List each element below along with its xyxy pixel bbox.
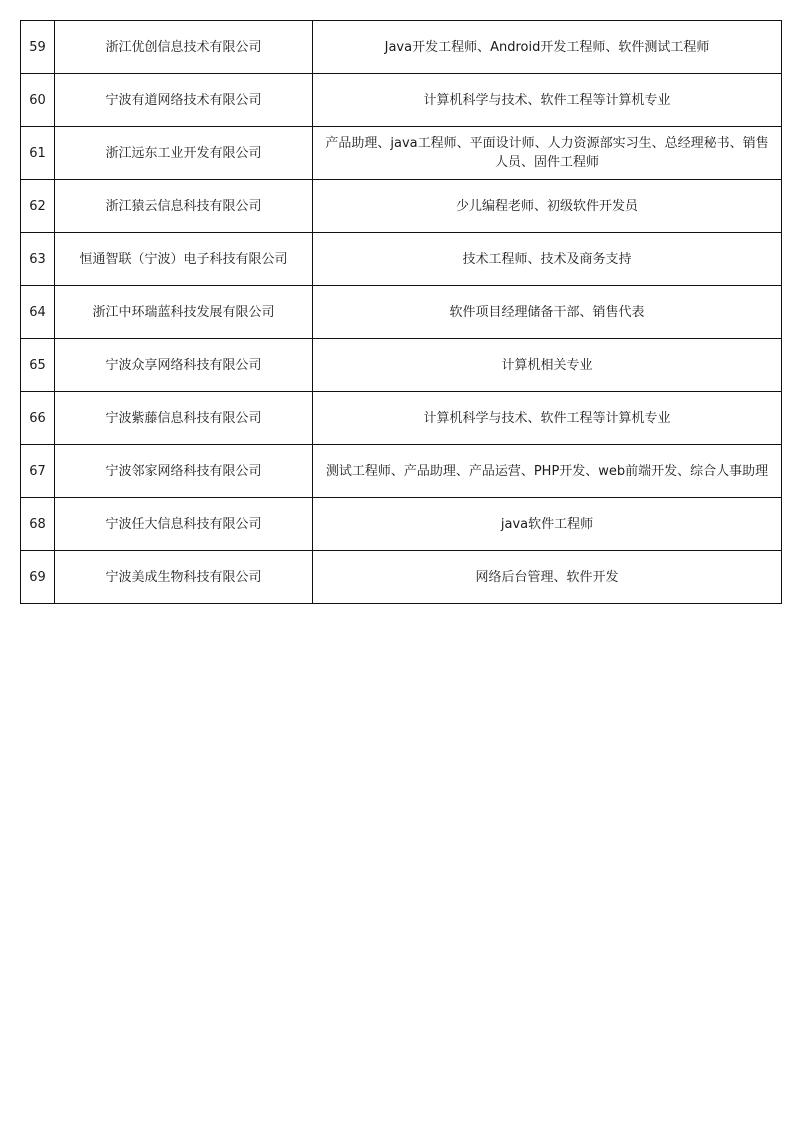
row-number: 69 bbox=[21, 551, 55, 604]
row-number: 60 bbox=[21, 74, 55, 127]
job-positions: 少儿编程老师、初级软件开发员 bbox=[313, 180, 782, 233]
table-row bbox=[21, 339, 782, 392]
table-row bbox=[21, 74, 782, 127]
table-row bbox=[21, 498, 782, 551]
company-name: 宁波众享网络科技有限公司 bbox=[55, 339, 313, 392]
job-positions: 计算机科学与技术、软件工程等计算机专业 bbox=[313, 74, 782, 127]
row-number: 62 bbox=[21, 180, 55, 233]
table-row bbox=[21, 286, 782, 339]
table-row bbox=[21, 180, 782, 233]
table-row bbox=[21, 233, 782, 286]
company-name: 宁波邻家网络科技有限公司 bbox=[55, 445, 313, 498]
job-positions: 产品助理、java工程师、平面设计师、人力资源部实习生、总经理秘书、销售人员、固件工程师 bbox=[313, 127, 782, 180]
company-name: 浙江优创信息技术有限公司 bbox=[55, 21, 313, 74]
job-positions: 网络后台管理、软件开发 bbox=[313, 551, 782, 604]
row-number: 64 bbox=[21, 286, 55, 339]
company-name: 浙江猿云信息科技有限公司 bbox=[55, 180, 313, 233]
company-name: 宁波紫藤信息科技有限公司 bbox=[55, 392, 313, 445]
company-name: 浙江中环瑞蓝科技发展有限公司 bbox=[55, 286, 313, 339]
table-row bbox=[21, 127, 782, 180]
company-name: 浙江远东工业开发有限公司 bbox=[55, 127, 313, 180]
table-row bbox=[21, 445, 782, 498]
table-row bbox=[21, 21, 782, 74]
row-number: 66 bbox=[21, 392, 55, 445]
company-name: 宁波任大信息科技有限公司 bbox=[55, 498, 313, 551]
row-number: 65 bbox=[21, 339, 55, 392]
job-positions: 技术工程师、技术及商务支持 bbox=[313, 233, 782, 286]
job-positions: 计算机相关专业 bbox=[313, 339, 782, 392]
row-number: 59 bbox=[21, 21, 55, 74]
table-row bbox=[21, 392, 782, 445]
job-positions: 软件项目经理储备干部、销售代表 bbox=[313, 286, 782, 339]
company-name: 恒通智联（宁波）电子科技有限公司 bbox=[55, 233, 313, 286]
job-positions: 计算机科学与技术、软件工程等计算机专业 bbox=[313, 392, 782, 445]
job-positions: Java开发工程师、Android开发工程师、软件测试工程师 bbox=[313, 21, 782, 74]
row-number: 68 bbox=[21, 498, 55, 551]
row-number: 61 bbox=[21, 127, 55, 180]
table-row bbox=[21, 551, 782, 604]
company-positions-table bbox=[20, 20, 782, 604]
job-positions: 测试工程师、产品助理、产品运营、PHP开发、web前端开发、综合人事助理 bbox=[313, 445, 782, 498]
company-name: 宁波美成生物科技有限公司 bbox=[55, 551, 313, 604]
company-name: 宁波有道网络技术有限公司 bbox=[55, 74, 313, 127]
job-positions: java软件工程师 bbox=[313, 498, 782, 551]
row-number: 63 bbox=[21, 233, 55, 286]
row-number: 67 bbox=[21, 445, 55, 498]
